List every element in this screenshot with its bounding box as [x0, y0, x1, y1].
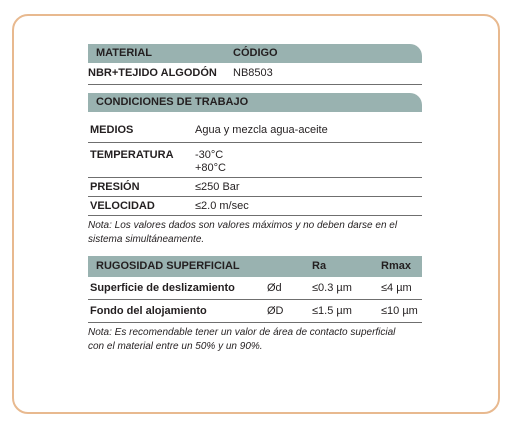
conditions-row-media — [88, 124, 422, 138]
divider — [88, 322, 422, 323]
material-header-label: MATERIAL — [96, 47, 153, 59]
roughness-row-sliding — [88, 282, 422, 296]
material-header — [88, 44, 422, 63]
roughness-note-line2: con el material entre un 50% y un 90%. — [88, 341, 263, 352]
material-row — [88, 67, 422, 81]
conditions-note-line2: sistema simultáneamente. — [88, 234, 205, 245]
housing-bottom-rmax: ≤10 µm — [381, 305, 418, 317]
divider — [88, 299, 422, 300]
code-header-label: CÓDIGO — [233, 47, 278, 59]
velocity-label: VELOCIDAD — [90, 200, 155, 212]
velocity-value: ≤2.0 m/sec — [195, 200, 249, 212]
sliding-surface-rmax: ≤4 µm — [381, 282, 412, 294]
divider — [88, 196, 422, 197]
housing-bottom-ra: ≤1.5 µm — [312, 305, 352, 317]
divider — [88, 142, 422, 143]
temperature-max: +80°C — [195, 162, 227, 174]
material-name: NBR+TEJIDO ALGODÓN — [88, 67, 217, 79]
sliding-surface-symbol: Ød — [267, 282, 282, 294]
housing-bottom-symbol: ØD — [267, 305, 284, 317]
divider — [88, 84, 422, 85]
material-code: NB8503 — [233, 67, 273, 79]
temperature-min: -30°C — [195, 149, 224, 161]
roughness-header-label: RUGOSIDAD SUPERFICIAL — [96, 260, 240, 272]
conditions-header-label: CONDICIONES DE TRABAJO — [96, 96, 249, 108]
pressure-label: PRESIÓN — [90, 181, 140, 193]
rmax-column-header: Rmax — [381, 260, 411, 272]
sliding-surface-label: Superficie de deslizamiento — [90, 282, 235, 294]
media-value: Agua y mezcla agua-aceite — [195, 124, 328, 136]
roughness-row-housing — [88, 305, 422, 319]
conditions-note-line1: Nota: Los valores dados son valores máximos y no deben darse en el — [88, 220, 398, 231]
media-label: MEDIOS — [90, 124, 134, 136]
conditions-row-pressure — [88, 181, 422, 195]
conditions-row-temperature — [88, 149, 422, 177]
temperature-label: TEMPERATURA — [90, 149, 174, 161]
conditions-row-velocity — [88, 200, 422, 214]
conditions-note — [88, 219, 422, 247]
divider — [88, 215, 422, 216]
divider — [88, 177, 422, 178]
pressure-value: ≤250 Bar — [195, 181, 240, 193]
sliding-surface-ra: ≤0.3 µm — [312, 282, 352, 294]
roughness-note — [88, 326, 422, 354]
conditions-header — [88, 93, 422, 112]
ra-column-header: Ra — [312, 260, 327, 272]
housing-bottom-label: Fondo del alojamiento — [90, 305, 207, 317]
roughness-header — [88, 256, 422, 277]
roughness-note-line1: Nota: Es recomendable tener un valor de área de contacto superficial — [88, 327, 396, 338]
